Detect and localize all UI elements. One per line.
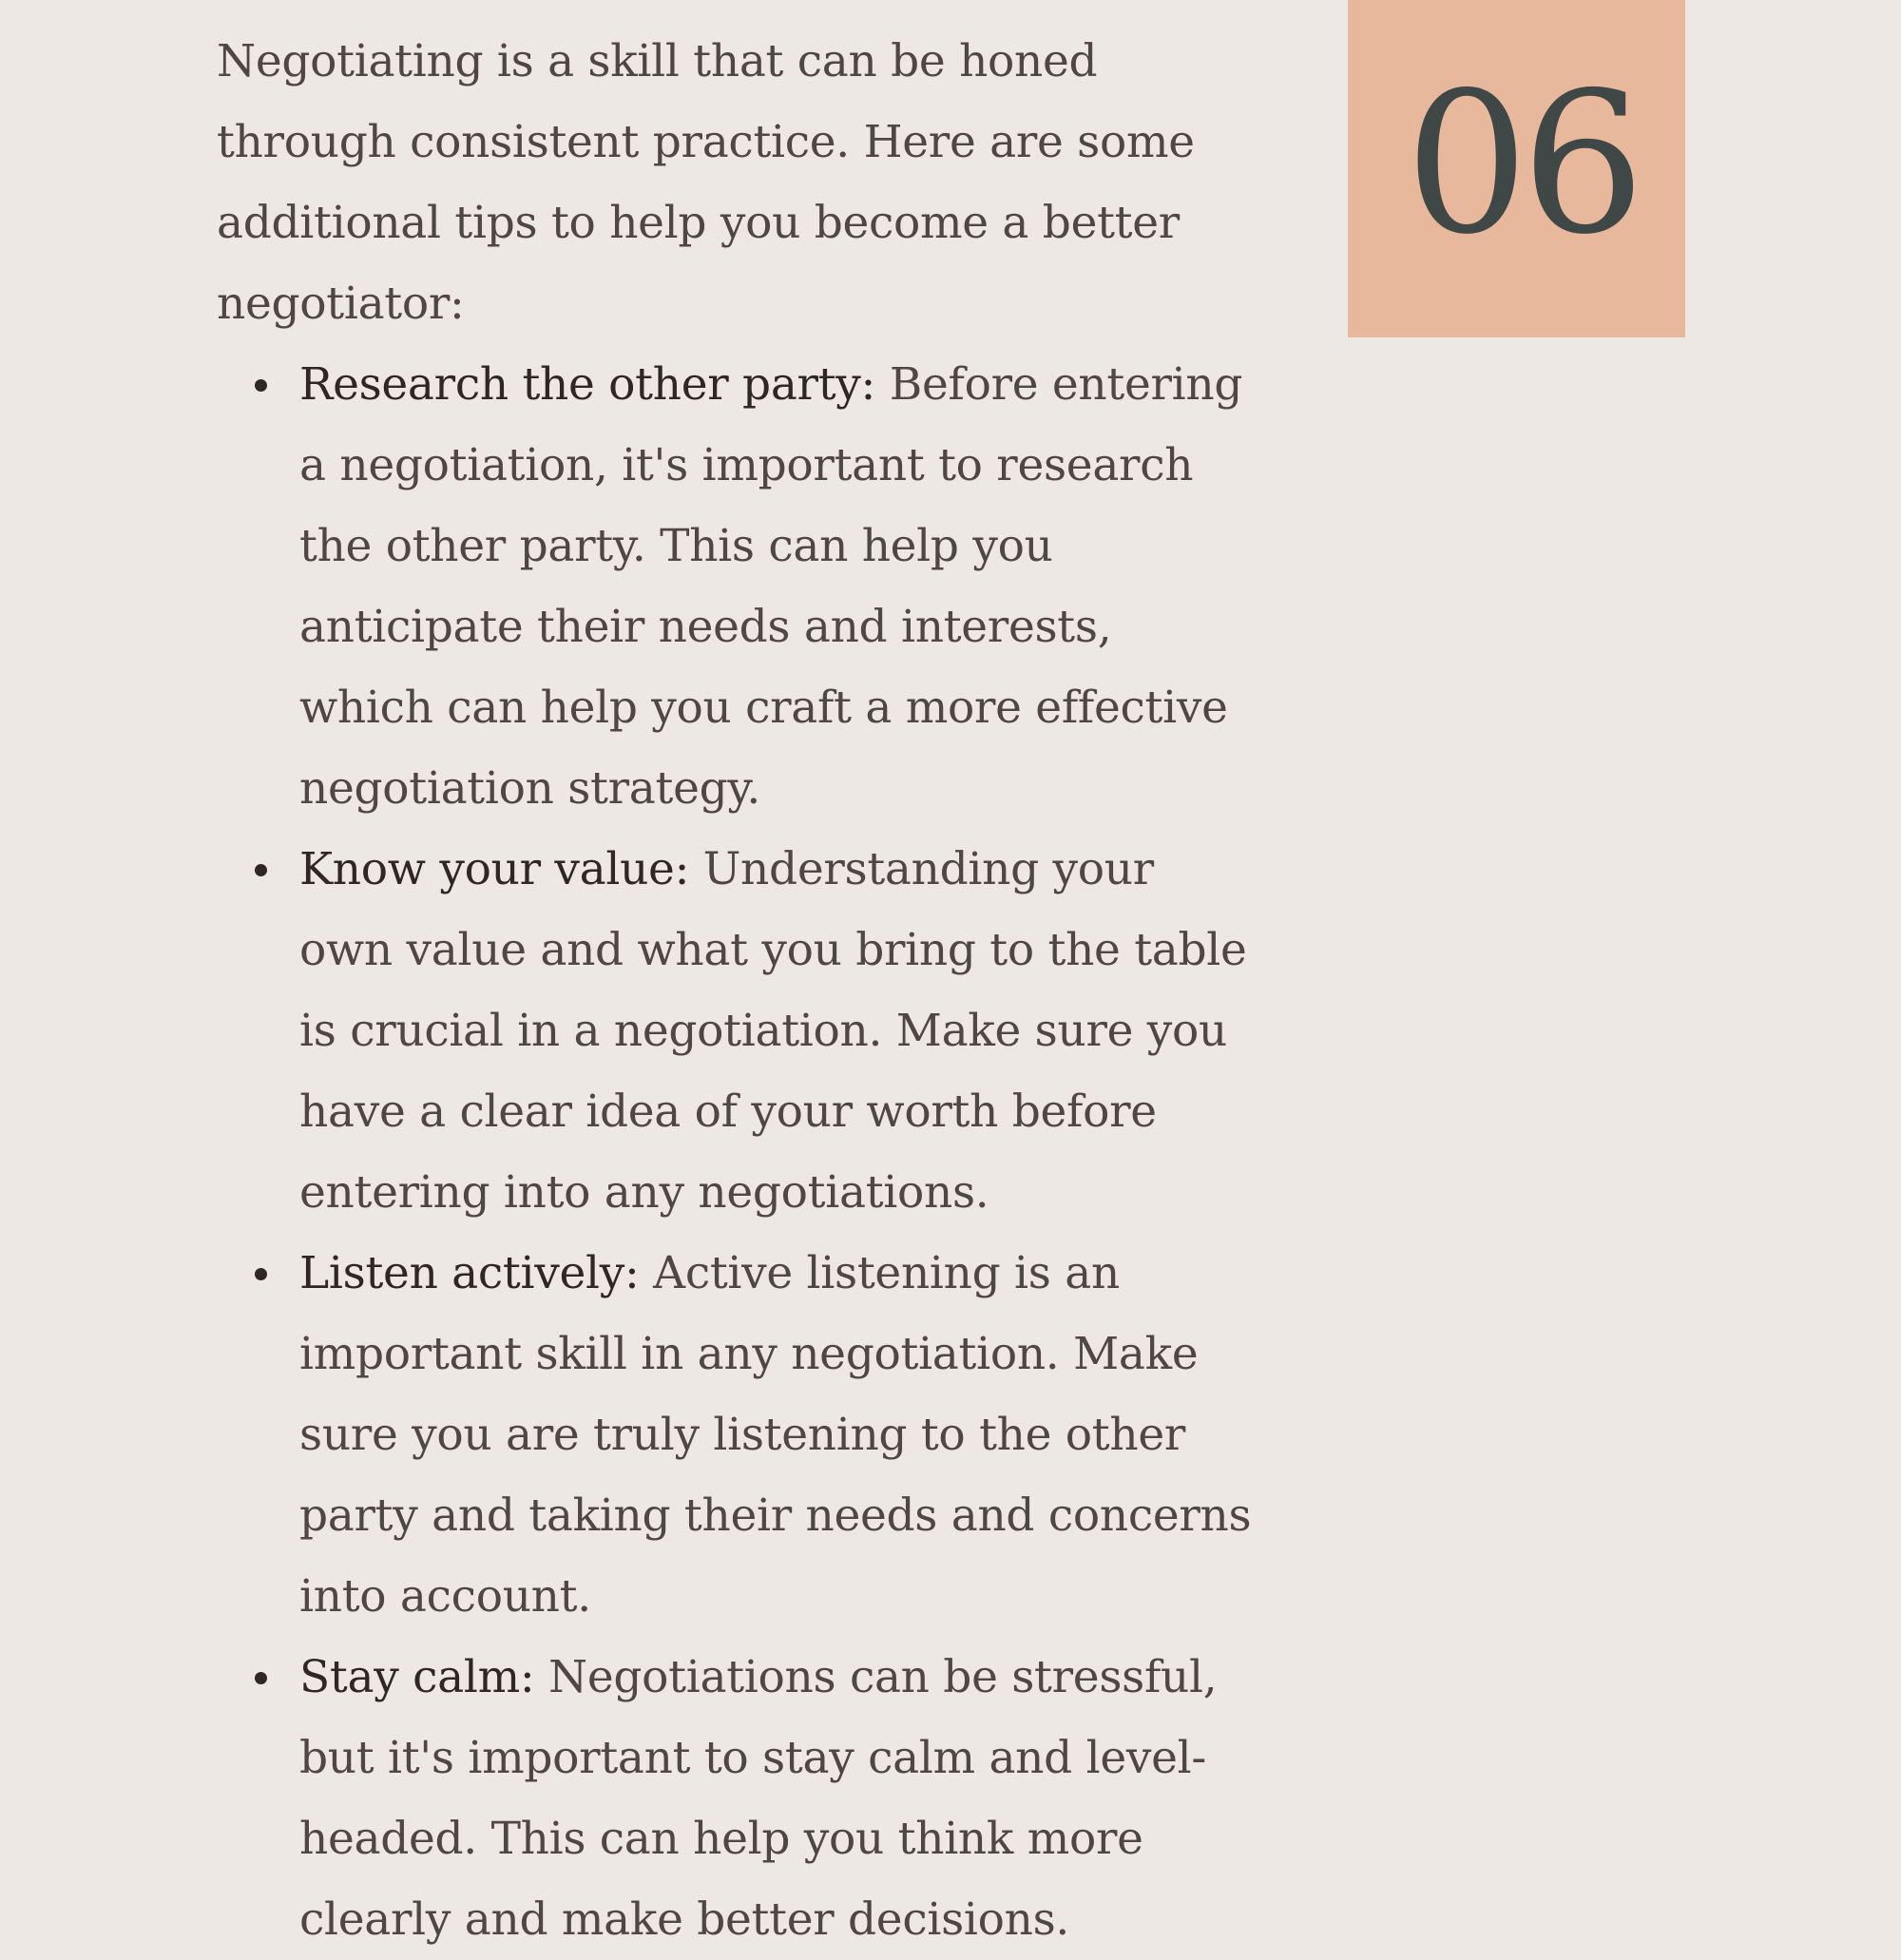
tip-title: Research the other party: <box>299 358 876 411</box>
bullet-icon <box>255 864 267 876</box>
tip-title: Listen actively: <box>299 1247 640 1299</box>
tip-item <box>217 1233 1253 1637</box>
bullet-icon <box>255 1268 267 1280</box>
section-number-box <box>1348 0 1685 337</box>
bullet-icon <box>255 379 267 392</box>
tip-item <box>217 344 1253 829</box>
tip-item <box>217 829 1253 1233</box>
tip-title: Stay calm: <box>299 1651 535 1703</box>
tip-body: Negotiations can be stressful, but it's important to stay calm and level-headed. This can help you think more clearly and make better decisions. <box>299 1651 1218 1946</box>
bullet-icon <box>255 1672 267 1684</box>
section-number: 06 <box>1405 51 1638 278</box>
intro-paragraph: Negotiating is a skill that can be honed through consistent practice. Here are some additional tips to help you become a better negotiator: <box>217 35 1195 330</box>
tips-list <box>217 344 1253 1960</box>
tip-body: Active listening is an important skill in any negotiation. Make sure you are truly listening to the other party and taking their needs and concerns into account. <box>299 1247 1252 1623</box>
tip-item <box>217 1637 1253 1960</box>
tip-body: Before entering a negotiation, it's important to research the other party. This can help you anticipate their needs and interests, which can help you craft a more effective negotiation strategy. <box>299 358 1243 815</box>
tip-title: Know your value: <box>299 843 690 895</box>
tip-body: Understanding your own value and what you bring to the table is crucial in a negotiation. Make sure you have a clear idea of your worth before entering into any negotiations. <box>299 843 1247 1219</box>
main-content <box>217 21 1253 1960</box>
